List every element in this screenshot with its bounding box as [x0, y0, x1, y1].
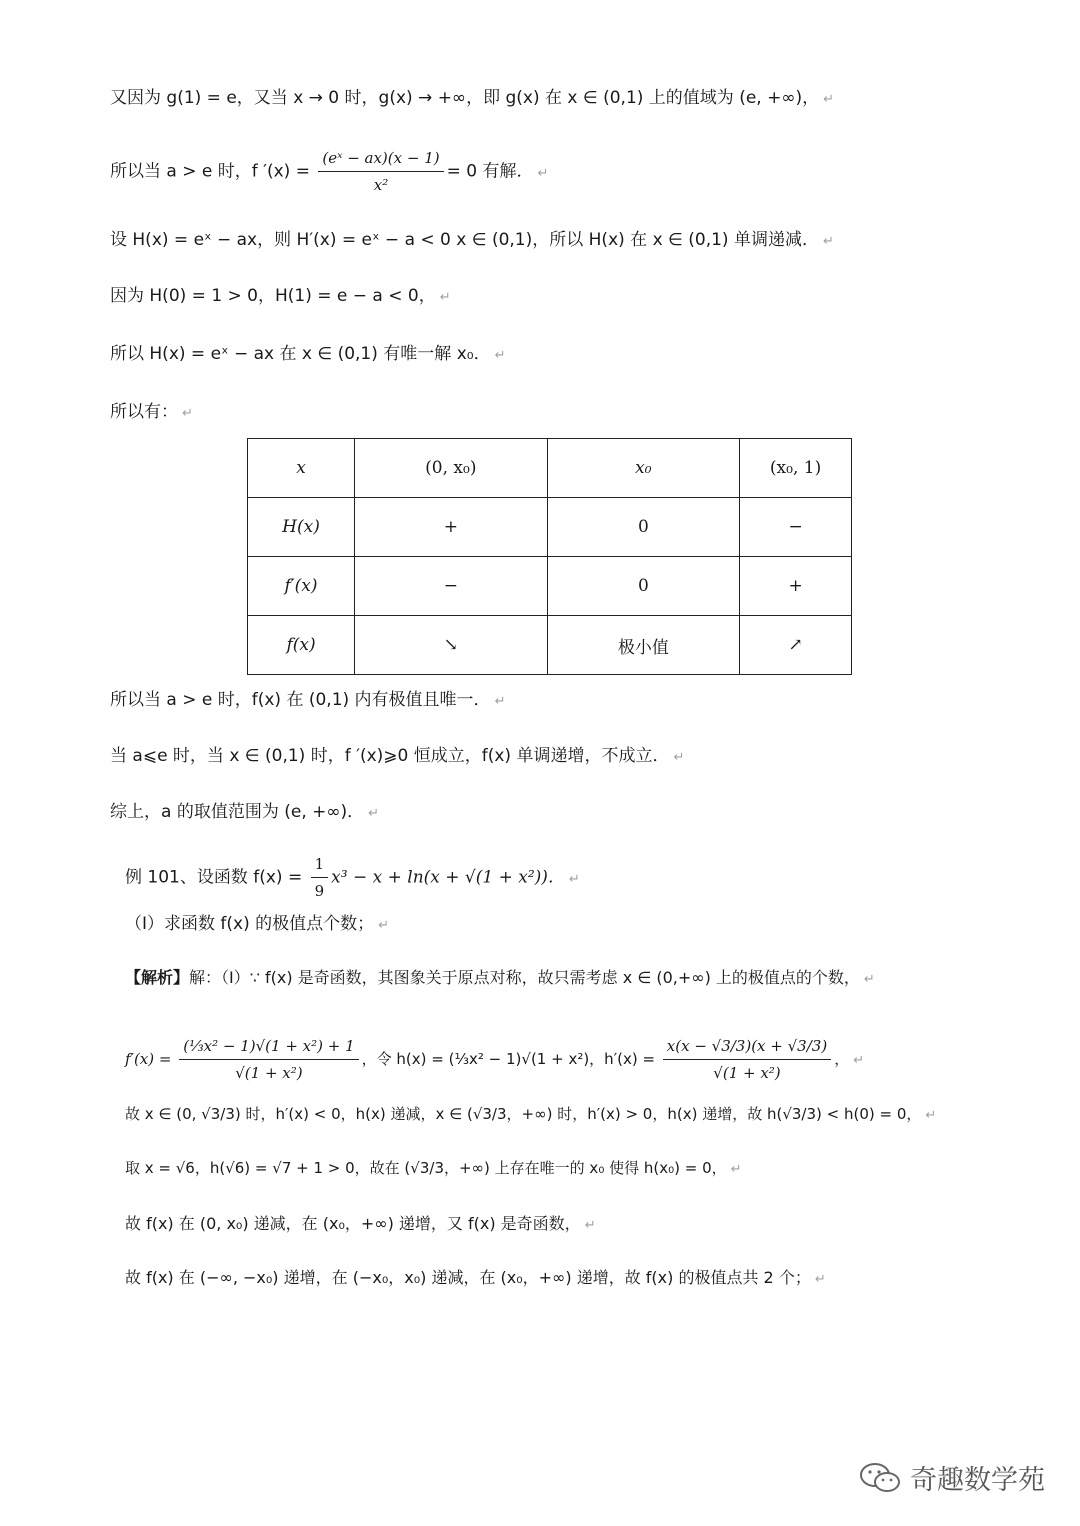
- table-cell: f(x): [248, 616, 355, 675]
- fraction: [663, 1034, 831, 1085]
- text-line-4: [110, 284, 451, 310]
- text-line-9: [110, 800, 379, 826]
- return-mark: ↵: [853, 1053, 865, 1068]
- line-text: f′(x) =: [125, 1050, 177, 1068]
- return-mark: ↵: [368, 806, 380, 821]
- return-mark: ↵: [584, 1218, 596, 1233]
- return-mark: ↵: [182, 406, 193, 421]
- fraction: [179, 1034, 358, 1085]
- line-text: （Ⅰ）求函数 f(x) 的极值点个数；: [125, 914, 375, 934]
- return-mark: ↵: [537, 165, 549, 181]
- fraction-numerator: 1: [311, 852, 329, 878]
- line-text: ，: [834, 1050, 850, 1068]
- line-text: 综上，a 的取值范围为 (e, +∞)．: [110, 802, 365, 822]
- fraction-numerator: (eˣ − ax)(x − 1): [318, 146, 443, 172]
- text-line-17: [125, 1266, 826, 1292]
- line-text: x³ − x + ln(x + √(1 + x²))．: [331, 867, 565, 888]
- table-cell: ↗: [740, 616, 852, 675]
- text-line-3: [110, 228, 834, 254]
- table-cell: +: [355, 498, 548, 557]
- return-mark: ↵: [730, 1162, 742, 1177]
- watermark-text: 奇趣数学苑: [910, 1465, 1045, 1496]
- text-line-7: [110, 688, 505, 714]
- solution-tag: 【解析】: [125, 968, 190, 987]
- wechat-icon: [858, 1460, 902, 1496]
- table-row: [248, 616, 852, 675]
- solution-line: [125, 966, 875, 992]
- line-text: = 0 有解．: [446, 161, 534, 182]
- line-text: 又因为 g(1) = e，又当 x → 0 时，g(x) → +∞，即 g(x) 在 x ∈ (0,1) 上的值域为 (e, +∞)，: [110, 88, 820, 108]
- text-line-6: [110, 400, 193, 426]
- table-cell: x: [248, 439, 355, 498]
- fraction-numerator: (⅓x² − 1)√(1 + x²) + 1: [179, 1034, 358, 1060]
- table-cell: −: [355, 557, 548, 616]
- line-text: 取 x = √6，h(√6) = √7 + 1 > 0，故在 (√3/3，+∞) 上存在唯一的 x₀ 使得 h(x₀) = 0，: [125, 1159, 727, 1177]
- text-line-1: [110, 86, 834, 112]
- table-row: [248, 557, 852, 616]
- return-mark: ↵: [673, 750, 685, 765]
- watermark: [858, 1458, 1045, 1497]
- text-line-2: [110, 146, 548, 197]
- table-cell: +: [740, 557, 852, 616]
- line-text: 所以当 a > e 时，f ′(x) =: [110, 161, 316, 182]
- line-text: 设 H(x) = eˣ − ax，则 H′(x) = eˣ − a < 0 x ∈ (0,1)，所以 H(x) 在 x ∈ (0,1) 单调递减．: [110, 230, 819, 250]
- text-line-15: [125, 1156, 742, 1182]
- return-mark: ↵: [439, 290, 451, 305]
- fraction: [311, 852, 329, 903]
- example-heading: [125, 852, 580, 903]
- text-line-5: [110, 342, 505, 368]
- line-text: 故 x ∈ (0, √3/3) 时，h′(x) < 0，h(x) 递减，x ∈ (√3/3，+∞) 时，h′(x) > 0，h(x) 递增，故 h(√3/3) < h(0) = 0，: [125, 1105, 922, 1123]
- question-part-1: [125, 912, 389, 938]
- table-cell: f′(x): [248, 557, 355, 616]
- line-text: 故 f(x) 在 (−∞, −x₀) 递增，在 (−x₀，x₀) 递减，在 (x₀，+∞) 递增，故 f(x) 的极值点共 2 个；: [125, 1268, 811, 1287]
- fraction-numerator: x(x − √3/3)(x + √3/3): [663, 1034, 831, 1060]
- return-mark: ↵: [378, 918, 390, 933]
- line-text: 因为 H(0) = 1 > 0，H(1) = e − a < 0，: [110, 286, 436, 306]
- table-cell: (0, x₀): [355, 439, 548, 498]
- table-cell: (x₀, 1): [740, 439, 852, 498]
- fraction-denominator: x²: [373, 176, 389, 194]
- table-cell: 0: [547, 557, 740, 616]
- return-mark: ↵: [863, 972, 875, 987]
- table-cell: ↘: [355, 616, 548, 675]
- return-mark: ↵: [494, 694, 506, 709]
- line-text: 解：（Ⅰ）∵ f(x) 是奇函数，其图象关于原点对称，故只需考虑 x ∈ (0,+∞) 上的极值点的个数，: [189, 968, 860, 987]
- table-cell: H(x): [248, 498, 355, 557]
- variation-table: [247, 438, 852, 675]
- return-mark: ↵: [822, 234, 834, 249]
- table-row: [248, 439, 852, 498]
- line-text: 所以有：: [110, 402, 178, 422]
- text-line-16: [125, 1212, 596, 1238]
- line-text: 故 f(x) 在 (0, x₀) 递减，在 (x₀，+∞) 递增，又 f(x) 是奇函数，: [125, 1214, 581, 1233]
- fraction: [318, 146, 443, 197]
- return-mark: ↵: [494, 348, 506, 363]
- return-mark: ↵: [568, 871, 580, 887]
- table-row: [248, 498, 852, 557]
- line-text: 所以当 a > e 时，f(x) 在 (0,1) 内有极值且唯一．: [110, 690, 491, 710]
- table-cell: x₀: [547, 439, 740, 498]
- return-mark: ↵: [823, 92, 835, 107]
- line-text: 当 a⩽e 时，当 x ∈ (0,1) 时，f ′(x)⩾0 恒成立，f(x) 单调递增，不成立．: [110, 746, 670, 766]
- fraction-denominator: √(1 + x²): [235, 1064, 303, 1082]
- text-line-8: [110, 744, 684, 770]
- line-text: 所以 H(x) = eˣ − ax 在 x ∈ (0,1) 有唯一解 x₀．: [110, 344, 491, 364]
- fraction-denominator: √(1 + x²): [713, 1064, 781, 1082]
- table-cell: 0: [547, 498, 740, 557]
- fraction-denominator: 9: [314, 882, 325, 900]
- text-line-14: [125, 1102, 936, 1128]
- table-cell: 极小值: [547, 616, 740, 675]
- table-cell: −: [740, 498, 852, 557]
- line-text: ，令 h(x) = (⅓x² − 1)√(1 + x²)，h′(x) =: [361, 1050, 660, 1068]
- return-mark: ↵: [925, 1108, 937, 1123]
- return-mark: ↵: [814, 1272, 826, 1287]
- line-text: 例 101、设函数 f(x) =: [125, 867, 308, 888]
- derivative-line: [125, 1034, 864, 1085]
